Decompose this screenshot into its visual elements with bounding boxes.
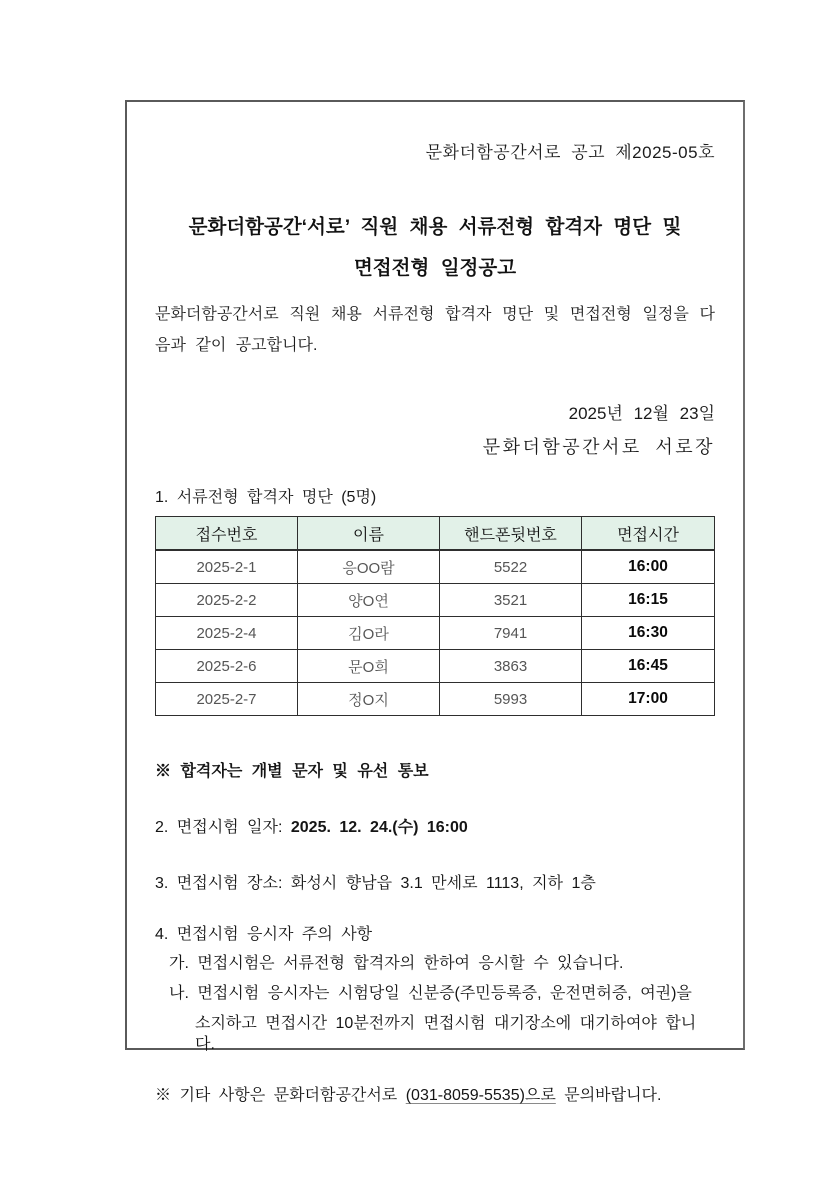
table-row [156,683,715,716]
col-header-phone-last: 핸드폰뒷번호 [440,517,582,551]
cell-name: 문O희 [298,650,440,683]
section4-item-na-line2: 소지하고 면접시간 10분전까지 면접시험 대기장소에 대기하여야 합니다. [195,1015,697,1053]
section4-item-na-line1: 나. 면접시험 응시자는 시험당일 신분증(주민등록증, 운전면허증, 여권)을 [169,985,692,1002]
notify-note: ※ 합격자는 개별 문자 및 유선 통보 [155,763,429,780]
table-row [156,550,715,584]
cell-phone-last: 3863 [440,650,582,683]
col-header-name: 이름 [298,517,440,551]
document-title-line1: 문화더함공간‘서로’ 직원 채용 서류전형 합격자 명단 및 [188,216,682,238]
table-row [156,650,715,683]
cell-interview-time: 16:15 [582,584,715,617]
col-header-interview-time: 면접시간 [582,517,715,551]
cell-phone-last: 5993 [440,683,582,716]
contact-note-suffix: 문의바랍니다. [555,1087,662,1104]
section2-label: 2. 면접시험 일자: [155,819,283,836]
pass-list-table [155,516,715,716]
signer: 문화더함공간서로 서로장 [482,437,715,457]
table-header-row [156,517,715,551]
cell-name: 김O라 [298,617,440,650]
section1-heading: 1. 서류전형 합격자 명단 (5명) [155,489,377,506]
cell-phone-last: 3521 [440,584,582,617]
cell-phone-last: 5522 [440,550,582,584]
intro-paragraph: 문화더함공간서로 직원 채용 서류전형 합격자 명단 및 면접전형 일정을 다음과 같이 공고합니다. [155,306,715,354]
section4-heading: 4. 면접시험 응시자 주의 사항 [155,926,373,943]
cell-interview-time: 17:00 [582,683,715,716]
issue-number: 문화더함공간서로 공고 제2025-05호 [425,143,715,162]
section2-datetime: 2025. 12. 24.(수) 16:00 [290,819,468,836]
document-frame [125,100,745,1104]
col-header-receipt-no: 접수번호 [156,517,298,551]
section3-line: 3. 면접시험 장소: 화성시 향남읍 3.1 만세로 1113, 지하 1층 [155,875,596,892]
cell-receipt-no: 2025-2-6 [156,650,298,683]
cell-receipt-no: 2025-2-4 [156,617,298,650]
cell-receipt-no: 2025-2-7 [156,683,298,716]
section4-item-ga: 가. 면접시험은 서류전형 합격자의 한하여 응시할 수 있습니다. [169,955,624,972]
section2-line [155,814,715,837]
cell-interview-time: 16:45 [582,650,715,683]
cell-name: 정O지 [298,683,440,716]
cell-interview-time: 16:30 [582,617,715,650]
table-row [156,617,715,650]
contact-phone: (031-8059-5535)으로 [405,1087,556,1104]
table-row [156,584,715,617]
cell-name: 응OO람 [298,550,440,584]
section4-block [155,921,715,1055]
announcement-date: 2025년 12월 23일 [568,404,715,423]
document-title-line2: 면접전형 일정공고 [353,257,517,279]
contact-note [155,1082,715,1105]
cell-phone-last: 7941 [440,617,582,650]
contact-note-prefix: ※ 기타 사항은 문화더함공간서로 [155,1087,406,1104]
document-title [155,207,715,289]
cell-name: 양O연 [298,584,440,617]
cell-receipt-no: 2025-2-2 [156,584,298,617]
cell-receipt-no: 2025-2-1 [156,550,298,584]
cell-interview-time: 16:00 [582,550,715,584]
